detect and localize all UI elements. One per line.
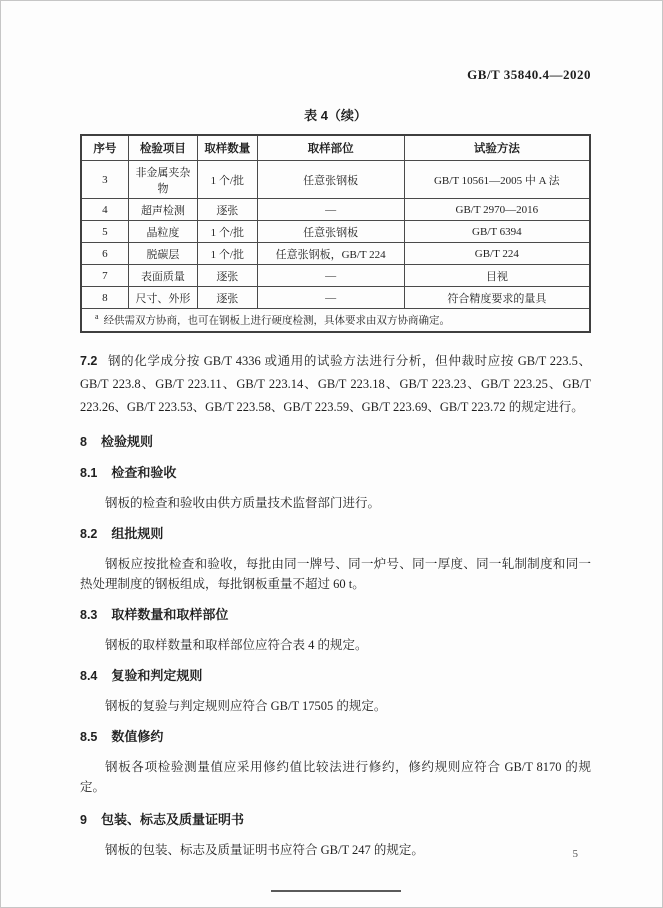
section-heading <box>80 605 591 625</box>
column-header: 序号 <box>81 135 128 161</box>
table-cell: 4 <box>81 199 128 221</box>
block-text: 包装、标志及质量证明书 <box>100 811 244 827</box>
end-of-document-rule <box>271 890 401 892</box>
table-row <box>81 221 590 243</box>
clause-number: 8.3 <box>80 607 98 622</box>
table-row <box>81 265 590 287</box>
column-header: 检验项目 <box>128 135 197 161</box>
table-cell: 8 <box>81 287 128 309</box>
table-row <box>81 287 590 309</box>
standard-number: GB/T 35840.4—2020 <box>467 67 591 82</box>
table-cell: — <box>257 265 404 287</box>
block-text: 钢板的复验与判定规则应符合 GB/T 17505 的规定。 <box>105 698 387 713</box>
table-footnote-row <box>81 309 590 332</box>
block-text: 钢的化学成分按 GB/T 4336 或通用的试验方法进行分析，但仲裁时应按 GB/T 223.5、GB/T 223.8、GB/T 223.11、GB/T 223.14、GB/T 223.18、GB/T 223.23、GB/T 223.25、GB/T 223.26、GB/T 223.53、GB/T 223.58、GB/T 223.59、GB/T 223.69、GB/T 223.72 的规定进行。 <box>80 353 591 414</box>
section-heading <box>80 727 591 747</box>
table-cell: GB/T 6394 <box>404 221 590 243</box>
body-paragraph <box>80 840 591 860</box>
table-cell: 任意张钢板 <box>257 221 404 243</box>
block-text: 检验规则 <box>100 433 153 449</box>
table-cell: 晶粒度 <box>128 221 197 243</box>
table-row <box>81 199 590 221</box>
column-header: 试验方法 <box>404 135 590 161</box>
block-text: 数值修约 <box>111 728 164 744</box>
table-title: 表 4（续） <box>304 108 367 123</box>
block-text: 组批规则 <box>111 525 164 541</box>
clause-number: 8.5 <box>80 729 98 744</box>
table-cell: 非金属夹杂物 <box>128 161 197 199</box>
block-text: 钢板的取样数量和取样部位应符合表 4 的规定。 <box>105 637 368 652</box>
table-cell: 超声检测 <box>128 199 197 221</box>
block-text: 检查和验收 <box>111 464 177 480</box>
block-text: 钢板的检查和验收由供方质量技术监督部门进行。 <box>105 495 381 510</box>
table-cell: 任意张钢板 <box>257 161 404 199</box>
table-cell: 符合精度要求的量具 <box>404 287 590 309</box>
block-text: 钢板的包装、标志及质量证明书应符合 GB/T 247 的规定。 <box>105 842 424 857</box>
body-paragraph <box>80 696 591 716</box>
footnote-marker: a <box>95 312 99 321</box>
section-heading <box>80 432 591 452</box>
page-content <box>80 101 591 892</box>
block-text: 复验和判定规则 <box>111 667 203 683</box>
table-cell: — <box>257 287 404 309</box>
body-paragraph <box>80 757 591 797</box>
clause-number: 7.2 <box>80 353 98 368</box>
column-header: 取样数量 <box>198 135 258 161</box>
table-cell: — <box>257 199 404 221</box>
table-cell: 3 <box>81 161 128 199</box>
table-cell: 逐张 <box>198 265 258 287</box>
table-cell: 6 <box>81 243 128 265</box>
table-cell: 表面质量 <box>128 265 197 287</box>
table-cell: GB/T 224 <box>404 243 590 265</box>
table-footnote <box>81 309 590 332</box>
table-cell: 5 <box>81 221 128 243</box>
table-cell: 逐张 <box>198 287 258 309</box>
clause-number: 8.1 <box>80 465 98 480</box>
clause-paragraph <box>80 350 591 419</box>
clause-number: 8.4 <box>80 668 98 683</box>
body-paragraph <box>80 635 591 655</box>
page-number: 5 <box>572 848 578 860</box>
body-paragraph <box>80 554 591 594</box>
sampling-table <box>80 134 591 333</box>
block-text: 取样数量和取样部位 <box>111 606 229 622</box>
footnote-text: 经供需双方协商，也可在钢板上进行硬度检测，具体要求由双方协商确定。 <box>103 315 451 327</box>
table-cell: 脱碳层 <box>128 243 197 265</box>
table-row <box>81 243 590 265</box>
block-text: 钢板应按批检查和验收，每批由同一牌号、同一炉号、同一厚度、同一轧制制度和同一热处理制度的钢板组成，每批钢板重量不超过 60 t。 <box>80 556 591 591</box>
table-cell: 目视 <box>404 265 590 287</box>
table-header <box>81 135 590 161</box>
section-heading <box>80 524 591 544</box>
section-heading <box>80 810 591 830</box>
table-row <box>81 161 590 199</box>
table-cell: 7 <box>81 265 128 287</box>
table-cell: 1 个/批 <box>198 243 258 265</box>
column-header: 取样部位 <box>257 135 404 161</box>
table-cell: GB/T 2970—2016 <box>404 199 590 221</box>
document-body <box>80 350 591 860</box>
body-paragraph <box>80 493 591 513</box>
clause-number: 8.2 <box>80 526 98 541</box>
table-cell: 任意张钢板，GB/T 224 <box>257 243 404 265</box>
clause-number: 9 <box>80 812 87 827</box>
table-cell: 1 个/批 <box>198 161 258 199</box>
clause-number: 8 <box>80 434 87 449</box>
section-heading <box>80 666 591 686</box>
section-heading <box>80 463 591 483</box>
table-cell: 尺寸、外形 <box>128 287 197 309</box>
table-cell: GB/T 10561—2005 中 A 法 <box>404 161 590 199</box>
block-text: 钢板各项检验测量值应采用修约值比较法进行修约，修约规则应符合 GB/T 8170 的规定。 <box>80 759 591 794</box>
table-cell: 1 个/批 <box>198 221 258 243</box>
table-cell: 逐张 <box>198 199 258 221</box>
